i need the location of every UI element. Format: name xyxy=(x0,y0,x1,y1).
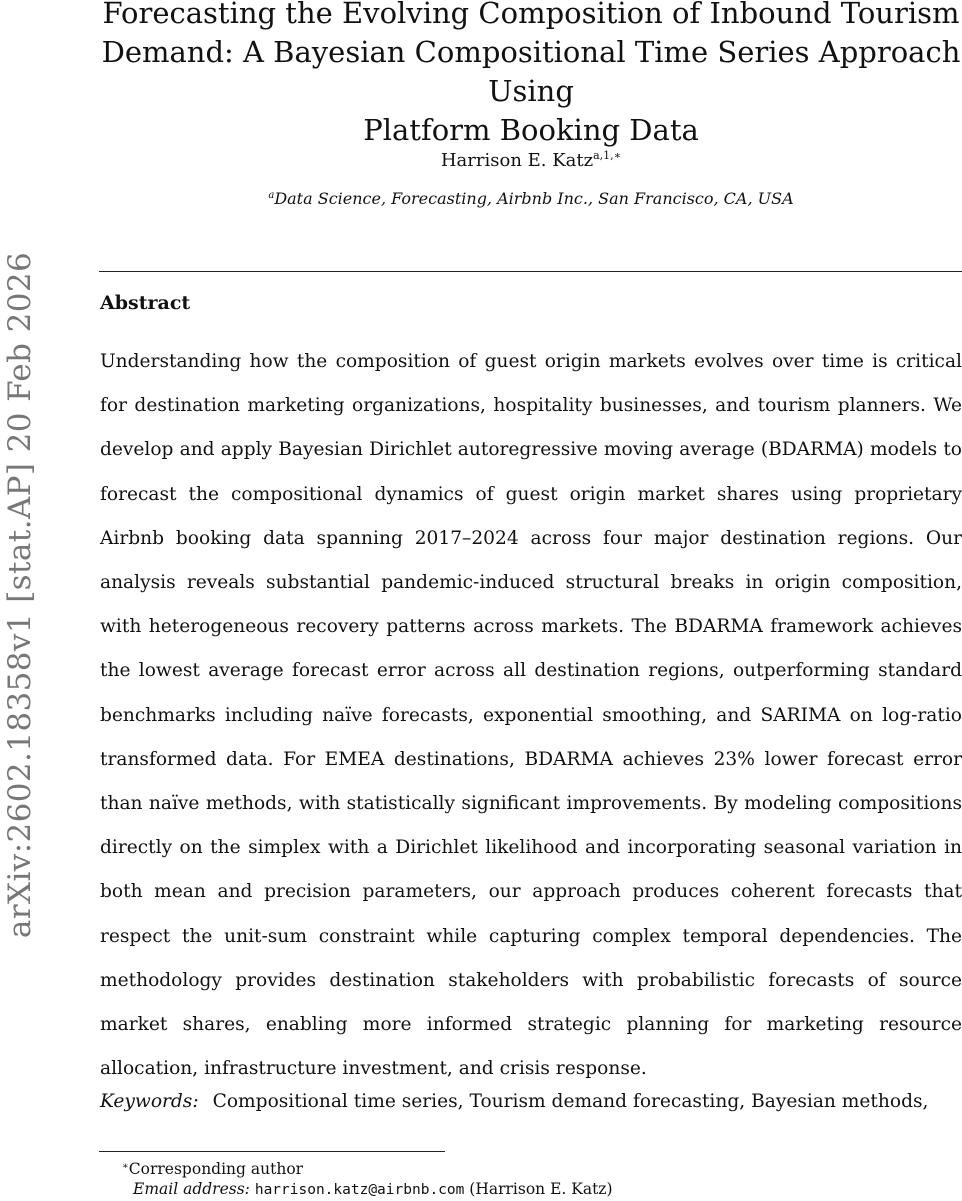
email-label: Email address: xyxy=(133,1180,250,1198)
email-owner: (Harrison E. Katz) xyxy=(469,1180,613,1198)
title-line-1: Forecasting the Evolving Composition of Inbound Tourism xyxy=(102,0,960,30)
affiliation-mark: a xyxy=(268,190,275,201)
footnote-rule xyxy=(99,1151,445,1152)
header-rule xyxy=(99,271,962,272)
keywords-line xyxy=(100,1089,962,1115)
title-line-3: Platform Booking Data xyxy=(363,113,699,147)
title-line-2: Demand: A Bayesian Compositional Time Series Approach Using xyxy=(101,35,961,108)
paper-title xyxy=(98,0,962,150)
footnote-mark: ∗ xyxy=(122,1161,129,1172)
footnote-corresponding xyxy=(122,1156,303,1180)
author-name: Harrison E. Katz xyxy=(440,150,594,171)
affiliation-text: Data Science, Forecasting, Airbnb Inc., San Francisco, CA, USA xyxy=(274,189,794,208)
footnote-corresponding-text: Corresponding author xyxy=(128,1160,304,1178)
abstract-text: Understanding how the composition of guest origin markets evolves over time is critical for destination marketing organizations, hospitality businesses, and tourism planners. We develop and apply Bayesian Dirichlet autoregressive moving average (BDARMA) models to forecast the compositional dynamics of guest origin market shares using proprietary Airbnb booking data spanning 2017–2024 across four major destination regions. Our analysis reveals substantial pandemic-induced structural breaks in origin composition, with heterogeneous recovery patterns across markets. The BDARMA framework achieves the lowest average forecast error across all destination regions, outperforming standard benchmarks including naïve forecasts, exponential smoothing, and SARIMA on log-ratio transformed data. For EMEA destinations, BDARMA achieves 23% lower forecast error than naïve methods, with statistically significant improvements. By modeling compositions directly on the simplex with a Dirichlet likelihood and incorporating seasonal variation in both mean and precision parameters, our approach produces coherent forecasts that respect the unit-sum constraint while capturing complex temporal dependencies. The methodology provides destination stakeholders with probabilistic forecasts of source market shares, enabling more informed strategic planning for marketing resource allocation, infrastructure investment, and crisis response. xyxy=(100,351,962,1080)
author-line xyxy=(98,143,962,174)
email-address-link[interactable]: harrison.katz@airbnb.com xyxy=(254,1182,465,1198)
arxiv-identifier: arXiv:2602.18358v1 [stat.AP] 20 Feb 2026 xyxy=(2,251,39,939)
author-marks: a,1,∗ xyxy=(593,149,622,162)
arxiv-identifier-margin xyxy=(0,251,40,939)
footnote-email xyxy=(133,1179,613,1201)
keywords-label: Keywords: xyxy=(100,1091,199,1112)
abstract-heading: Abstract xyxy=(100,292,191,314)
keywords-text: Compositional time series, Tourism demand forecasting, Bayesian methods, xyxy=(212,1091,929,1112)
affiliation-line xyxy=(98,184,962,211)
